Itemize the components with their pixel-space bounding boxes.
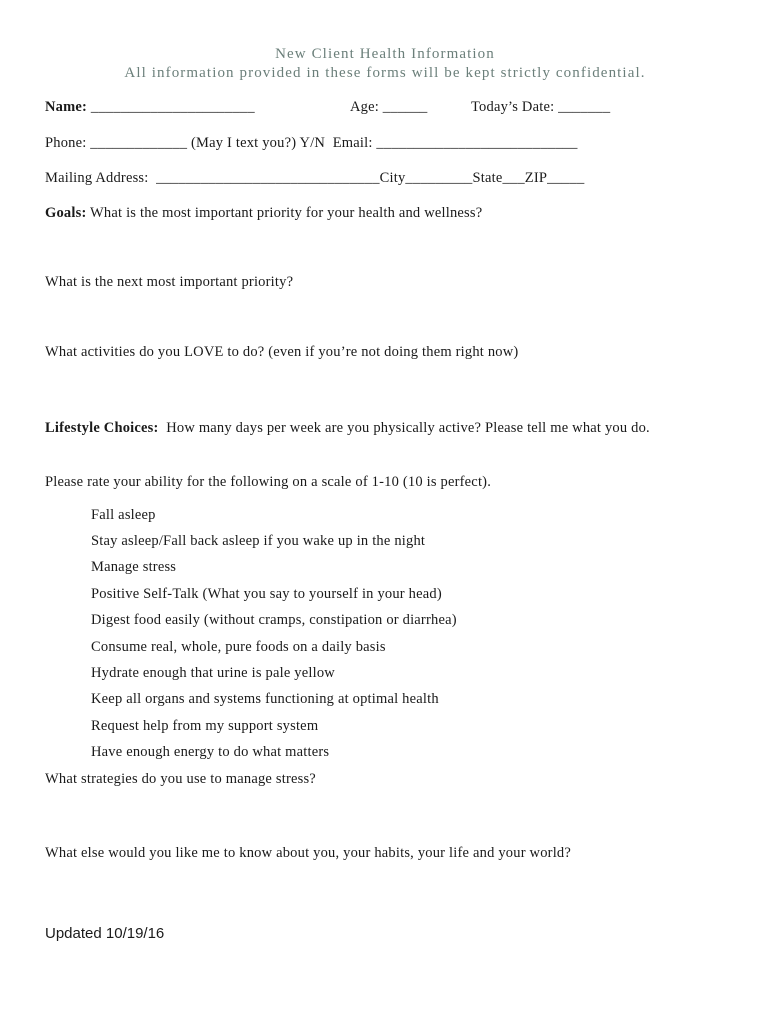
rating-item: Digest food easily (without cramps, constipation or diarrhea) bbox=[91, 612, 457, 628]
rating-item: Keep all organs and systems functioning at optimal health bbox=[91, 691, 439, 707]
rating-item: Stay asleep/Fall back asleep if you wake up in the night bbox=[91, 533, 426, 549]
lifestyle-question bbox=[45, 420, 650, 437]
rating-item: Have enough energy to do what matters bbox=[91, 744, 330, 760]
goals-text: What is the most important priority for your health and wellness? bbox=[86, 205, 483, 221]
mailing-address-field[interactable]: Mailing Address: ______________________________City_________State___ZIP_____ bbox=[45, 170, 585, 186]
age-field[interactable]: Age: ______ bbox=[350, 99, 428, 115]
name-label: Name: bbox=[45, 99, 88, 115]
rating-item: Request help from my support system bbox=[91, 718, 319, 734]
lifestyle-label: Lifestyle Choices: bbox=[45, 420, 159, 436]
activities-question: What activities do you LOVE to do? (even if you’re not doing them right now) bbox=[45, 344, 519, 360]
rating-item: Positive Self-Talk (What you say to yourself in your head) bbox=[91, 586, 442, 602]
name-field[interactable] bbox=[45, 99, 255, 116]
goals-label: Goals: bbox=[45, 205, 87, 221]
phone-email-field[interactable]: Phone: _____________ (May I text you?) Y/N Email: ___________________________ bbox=[45, 135, 578, 151]
name-blank: ______________________ bbox=[87, 99, 255, 115]
rating-intro: Please rate your ability for the following on a scale of 1-10 (10 is perfect). bbox=[45, 474, 492, 490]
anything-else-question: What else would you like me to know about you, your habits, your life and your world? bbox=[45, 845, 572, 861]
lifestyle-text: How many days per week are you physically active? Please tell me what you do. bbox=[158, 420, 650, 436]
goals-question bbox=[45, 205, 482, 222]
rating-item: Hydrate enough that urine is pale yellow bbox=[91, 665, 335, 681]
rating-item: Manage stress bbox=[91, 559, 177, 575]
rating-item: Fall asleep bbox=[91, 507, 156, 523]
confidentiality-note: All information provided in these forms will be kept strictly confidential. bbox=[124, 65, 646, 81]
date-field[interactable]: Today’s Date: _______ bbox=[471, 99, 611, 115]
stress-strategies-question: What strategies do you use to manage stress? bbox=[45, 771, 316, 787]
form-title: New Client Health Information bbox=[275, 46, 495, 62]
updated-date: Updated 10/19/16 bbox=[45, 925, 165, 942]
rating-item: Consume real, whole, pure foods on a daily basis bbox=[91, 639, 386, 655]
next-priority-question: What is the next most important priority? bbox=[45, 274, 294, 290]
